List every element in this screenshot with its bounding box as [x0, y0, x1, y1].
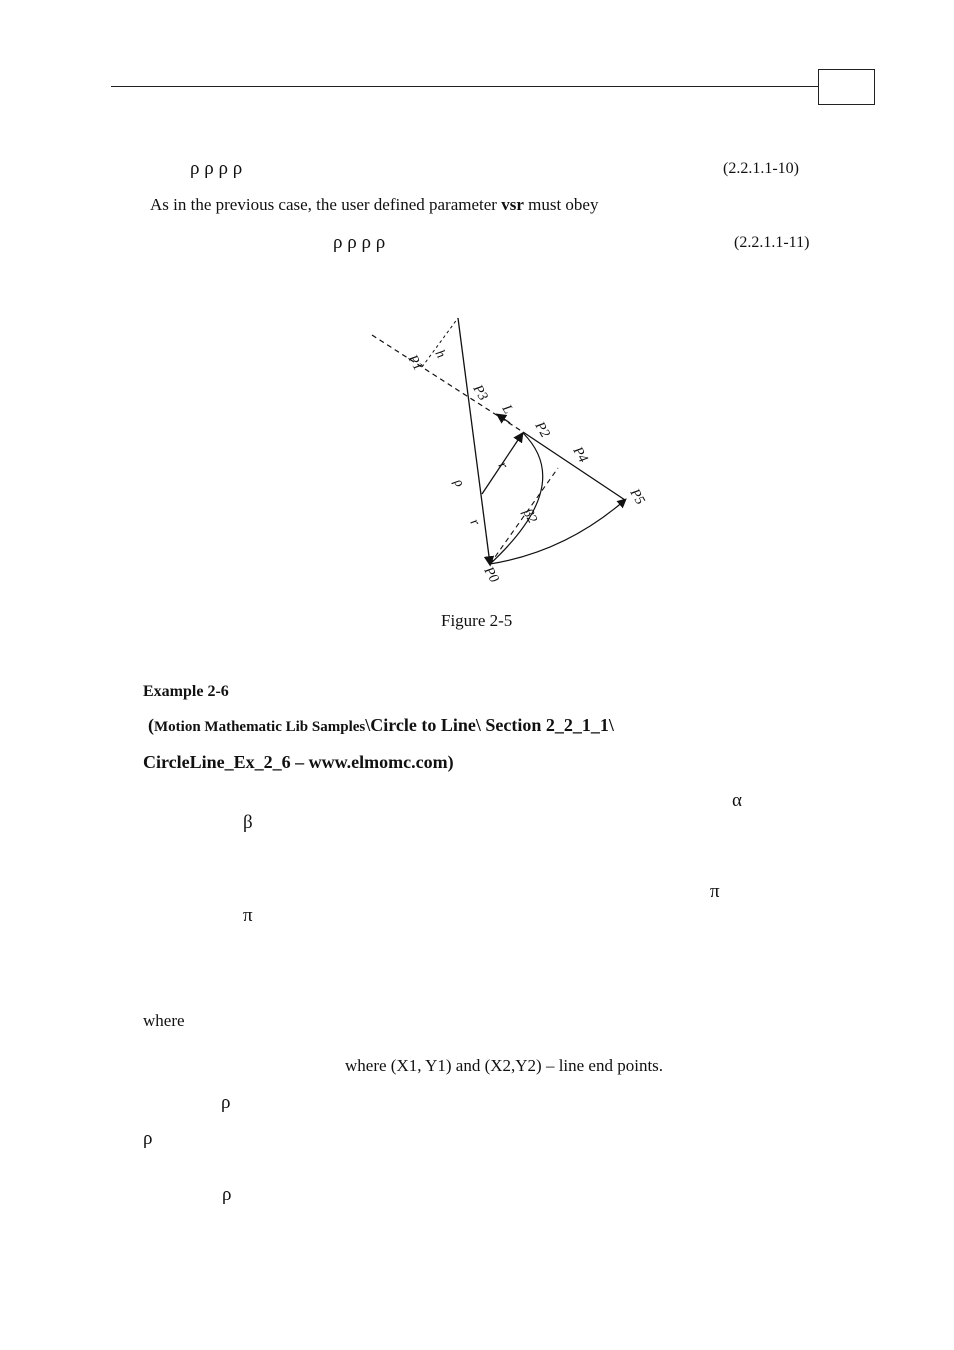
label-rho: ρ [450, 476, 467, 490]
label-r-upper: r [494, 459, 511, 472]
page-number-box [818, 69, 875, 105]
label-beta: β2 [519, 506, 540, 527]
line-l [523, 432, 625, 500]
label-p2: P2 [531, 419, 553, 441]
line-endpoints-text: where (X1, Y1) and (X2,Y2) – line end points. [345, 1056, 664, 1075]
symbol-beta: β [243, 812, 253, 833]
symbol-rho-1: ρ [221, 1092, 231, 1113]
symbol-pi-1: π [710, 881, 720, 902]
example-path-line1: (Motion Mathematic Lib Samples\Circle to Line\ Section 2_2_1_1\ [148, 715, 614, 735]
dashed-h-line [422, 318, 458, 367]
equation-11-number: (2.2.1.1-11) [734, 234, 810, 251]
label-p1: P1 [404, 352, 426, 374]
equation-10-number: (2.2.1.1-10) [723, 160, 799, 177]
where-label: where [143, 1011, 185, 1030]
equation-11-symbols: ρ ρ ρ ρ [333, 232, 386, 253]
intro-paragraph: As in the previous case, the user defined parameter vsr must obey [150, 195, 599, 214]
example-title: Example 2-6 [143, 683, 229, 700]
label-l: L [498, 402, 516, 417]
example-path-line2: CircleLine_Ex_2_6 – www.elmomc.com) [143, 752, 454, 772]
equation-10-symbols: ρ ρ ρ ρ [190, 158, 243, 179]
label-p4: P4 [569, 444, 591, 466]
arc-p2-p0 [490, 433, 543, 564]
label-p5: P5 [626, 486, 648, 508]
dashed-line-p1-p3 [372, 335, 523, 432]
label-p0: P0 [480, 564, 502, 586]
label-h: h [431, 347, 449, 362]
arrow-l [498, 415, 510, 423]
symbol-alpha: α [732, 790, 742, 811]
symbol-rho-2: ρ [143, 1128, 153, 1149]
figure-caption: Figure 2-5 [441, 611, 513, 630]
label-r-lower: r [466, 516, 483, 529]
figure-2-5-diagram [360, 300, 660, 600]
header-rule [111, 86, 819, 87]
symbol-pi-2: π [243, 905, 253, 926]
arc-p0-p5 [490, 500, 625, 564]
symbol-rho-3: ρ [222, 1184, 232, 1205]
line-to-p0 [458, 318, 490, 564]
label-p3: P3 [469, 382, 491, 404]
